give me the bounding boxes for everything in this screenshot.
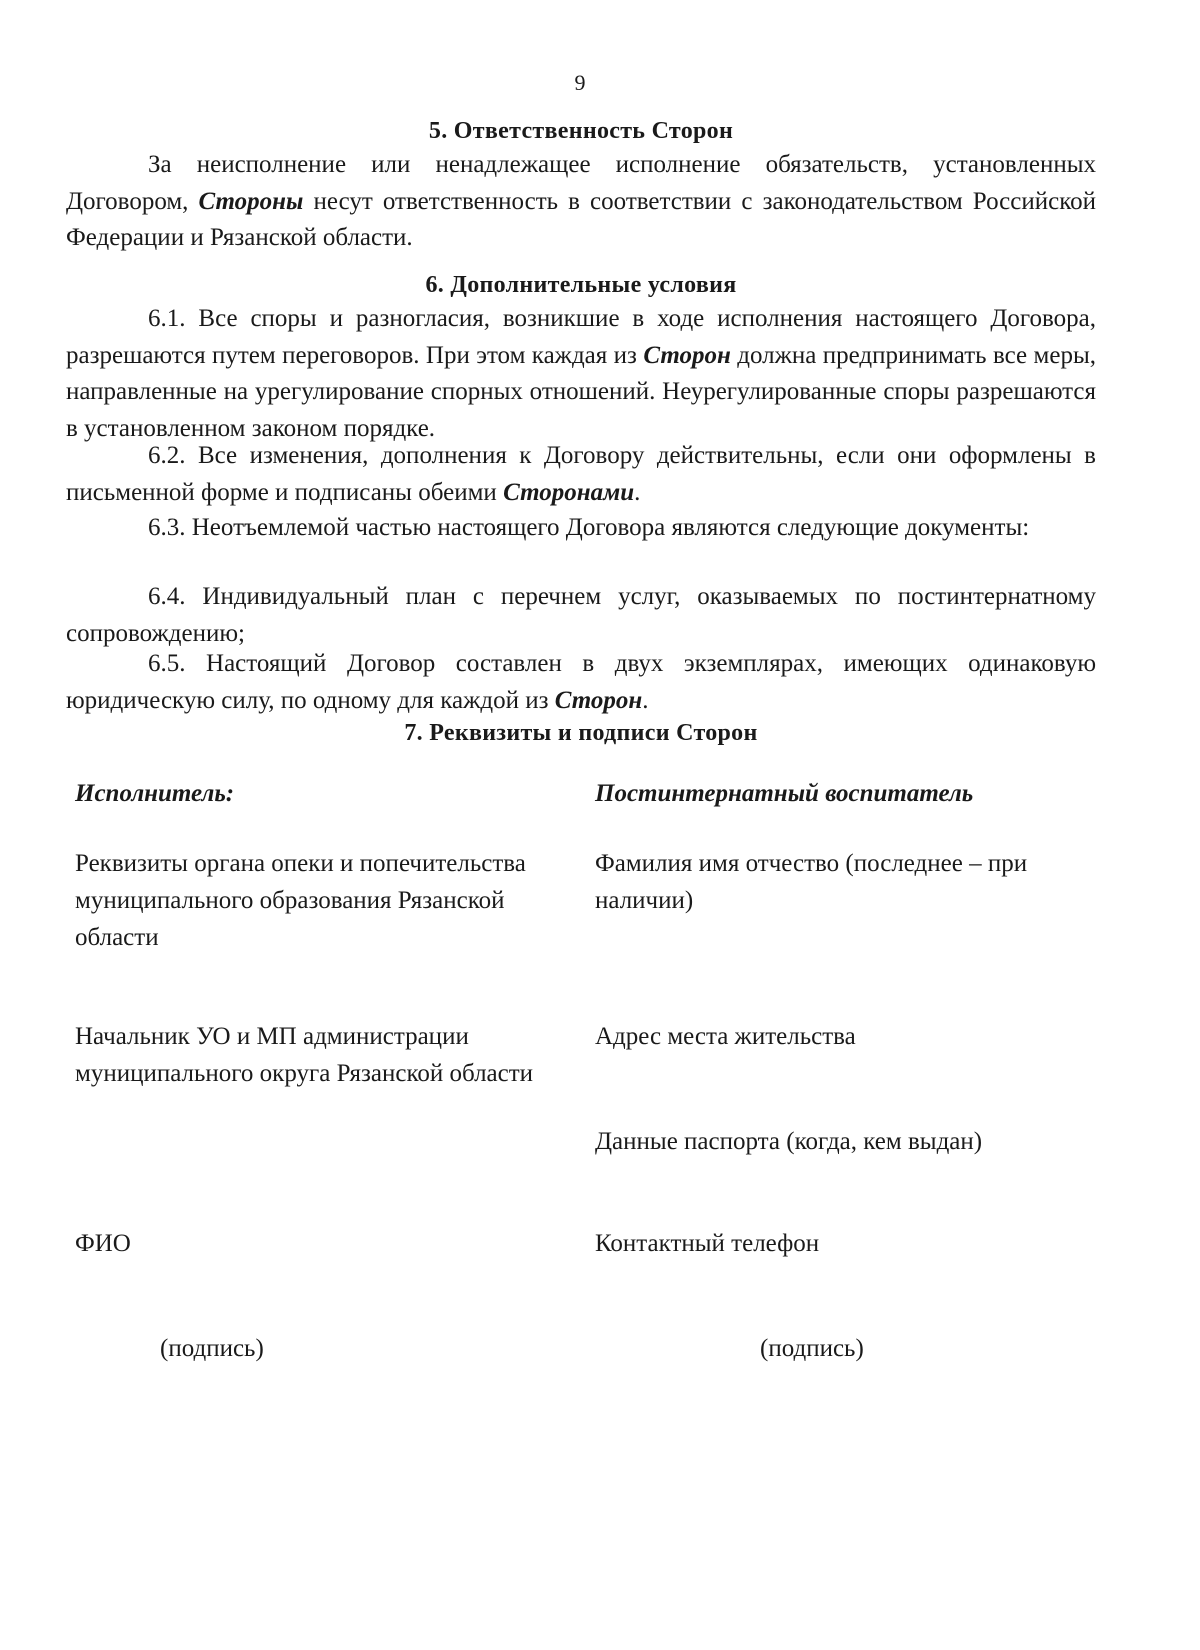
clause-6-5-text-2: .	[642, 686, 649, 714]
section-5-emphasis: Стороны	[198, 187, 304, 215]
section-5-title: 5. Ответственность Сторон	[428, 118, 734, 144]
educator-phone: Контактный телефон	[595, 1230, 820, 1257]
section-5-text-2: несут ответственность в соответствии с законодательством Российской Федерации и Рязанской области.	[66, 187, 1096, 251]
clause-6-1	[66, 301, 1096, 447]
clause-6-1-text-1: 6.1. Все споры и разногласия, возникшие в ходе исполнения настоящего Договора, разрешаются путем переговоров. При этом каждая из	[66, 305, 1096, 369]
section-7-title: 7. Реквизиты и подписи Сторон	[404, 720, 758, 746]
executor-heading: Исполнитель:	[75, 780, 235, 807]
clause-6-4: 6.4. Индивидуальный план с перечнем услуг, оказываемых по постинтернатному сопровождению;	[66, 583, 1096, 647]
educator-passport: Данные паспорта (когда, кем выдан)	[595, 1128, 983, 1155]
educator-name: Фамилия имя отчество (последнее – при наличии)	[595, 850, 1028, 914]
clause-6-2-emphasis: Сторонами	[503, 478, 635, 506]
clause-6-5	[66, 646, 1096, 719]
clause-6-5-emphasis: Сторон	[554, 686, 643, 714]
educator-heading: Постинтернатный воспитатель	[595, 780, 974, 807]
section-6-title: 6. Дополнительные условия	[425, 272, 737, 298]
executor-fio: ФИО	[75, 1230, 131, 1257]
section-5-paragraph	[66, 147, 1096, 257]
executor-signature-label: (подпись)	[160, 1335, 264, 1362]
clause-6-5-text-1: 6.5. Настоящий Договор составлен в двух экземплярах, имеющих одинаковую юридическую силу, по одному для каждой из	[66, 650, 1096, 714]
executor-requisites: Реквизиты органа опеки и попечительства муниципального образования Рязанской области	[75, 850, 526, 951]
clause-6-3: 6.3. Неотъемлемой частью настоящего Договора являются следующие документы:	[148, 514, 1030, 541]
clause-6-2-text-2: .	[634, 478, 641, 506]
educator-signature-label: (подпись)	[760, 1335, 864, 1362]
page-number: 9	[574, 70, 586, 95]
educator-address: Адрес места жительства	[595, 1023, 856, 1050]
clause-6-1-emphasis: Сторон	[643, 341, 731, 369]
clause-6-1-text-2: должна предпринимать все меры, направленные на урегулирование спорных отношений. Неурегулированные споры разрешаются в установленном законом порядке.	[66, 341, 1096, 442]
clause-6-2-text-1: 6.2. Все изменения, дополнения к Договору действительны, если они оформлены в письменной форме и подписаны обеими	[66, 442, 1096, 506]
section-5-text-1: За неисполнение или ненадлежащее исполнение обязательств, установленных Договором,	[66, 151, 1096, 215]
clause-6-2	[66, 438, 1096, 511]
executor-head-position: Начальник УО и МП администрации муниципального округа Рязанской области	[75, 1023, 534, 1087]
